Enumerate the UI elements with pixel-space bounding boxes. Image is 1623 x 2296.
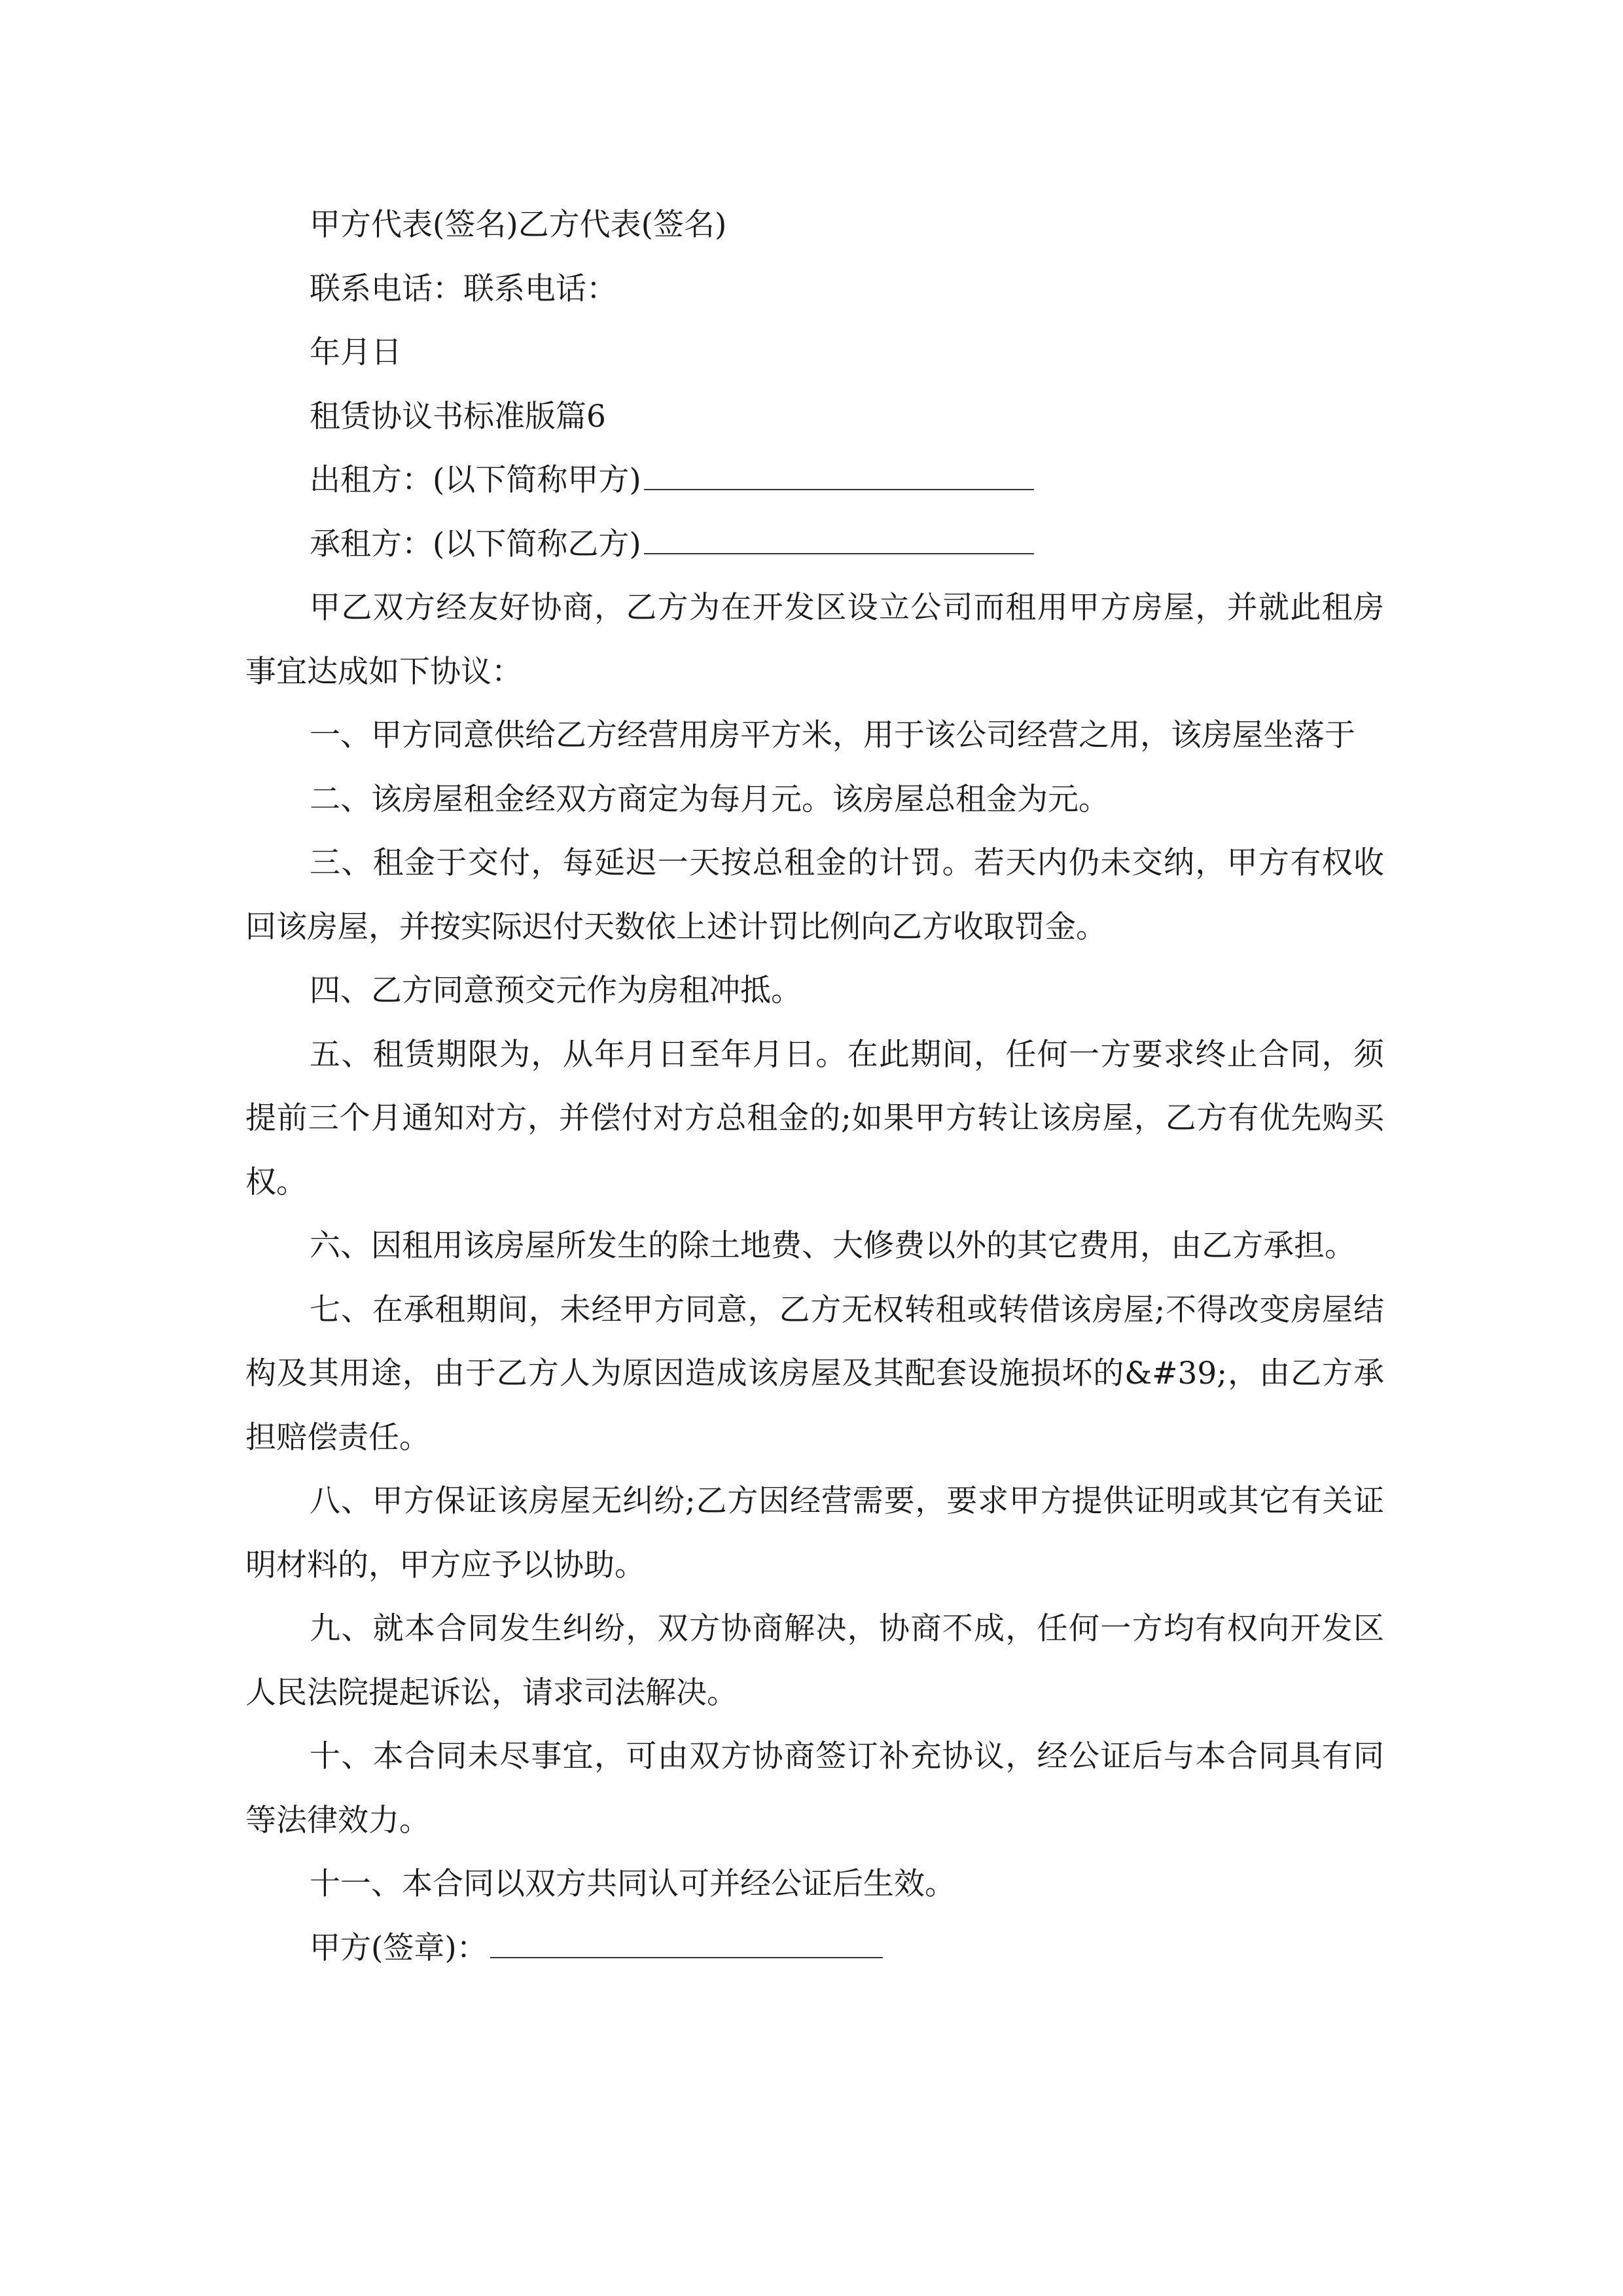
representative-signature-line: 甲方代表(签名)乙方代表(签名)	[310, 207, 727, 243]
party-a-seal-line	[245, 1916, 1384, 1981]
clause-7-paragraph: 七、在承租期间，未经甲方同意，乙方无权转租或转借该房屋;不得改变房屋结构及其用途，由于乙方人为原因造成该房屋及其配套设施损坏的&#39;，由乙方承担赔偿责任。	[245, 1291, 1384, 1456]
clause-6-paragraph: 六、因租用该房屋所发生的除土地费、大修费以外的其它费用，由乙方承担。	[310, 1228, 1355, 1264]
party-a-seal-blank	[490, 1924, 883, 1958]
document-body	[245, 193, 1384, 1980]
clause-8-paragraph: 八、甲方保证该房屋无纠纷;乙方因经营需要，要求甲方提供证明或其它有关证明材料的，甲方应予以协助。	[245, 1483, 1384, 1583]
section-title: 租赁协议书标准版篇6	[310, 398, 606, 435]
lessor-blank	[644, 456, 1034, 490]
clause-9-paragraph: 九、就本合同发生纠纷，双方协商解决，协商不成，任何一方均有权向开发区人民法院提起诉讼，请求司法解决。	[245, 1611, 1384, 1711]
lessee-line	[245, 512, 1384, 577]
lessor-label: 出租方：(以下简称甲方)	[310, 462, 641, 498]
contact-phone-line: 联系电话：联系电话：	[310, 270, 617, 307]
clause-4-paragraph: 四、乙方同意预交元作为房租冲抵。	[310, 973, 802, 1009]
clause-3-paragraph: 三、租金于交付，每延迟一天按总租金的计罚。若天内仍未交纳，甲方有权收回该房屋，并按实际迟付天数依上述计罚比例向乙方收取罚金。	[245, 845, 1384, 945]
party-a-seal-label: 甲方(签章)：	[310, 1929, 488, 1966]
lessee-blank	[644, 520, 1034, 554]
lessee-label: 承租方：(以下简称乙方)	[310, 526, 641, 562]
clause-1-paragraph: 一、甲方同意供给乙方经营用房平方米，用于该公司经营之用，该房屋坐落于	[310, 717, 1355, 753]
clause-5-paragraph: 五、租赁期限为，从年月日至年月日。在此期间，任何一方要求终止合同，须提前三个月通知对方，并偿付对方总租金的;如果甲方转让该房屋，乙方有优先购买权。	[245, 1036, 1384, 1200]
lessor-line	[245, 448, 1384, 512]
clause-11-paragraph: 十一、本合同以双方共同认可并经公证后生效。	[310, 1866, 955, 1902]
preamble-paragraph: 甲乙双方经友好协商，乙方为在开发区设立公司而租用甲方房屋，并就此租房事宜达成如下协议：	[245, 590, 1384, 690]
clause-10-paragraph: 十、本合同未尽事宜，可由双方协商签订补充协议，经公证后与本合同具有同等法律效力。	[245, 1738, 1384, 1839]
date-line: 年月日	[310, 334, 402, 370]
clause-2-paragraph: 二、该房屋租金经双方商定为每月元。该房屋总租金为元。	[310, 781, 1109, 817]
